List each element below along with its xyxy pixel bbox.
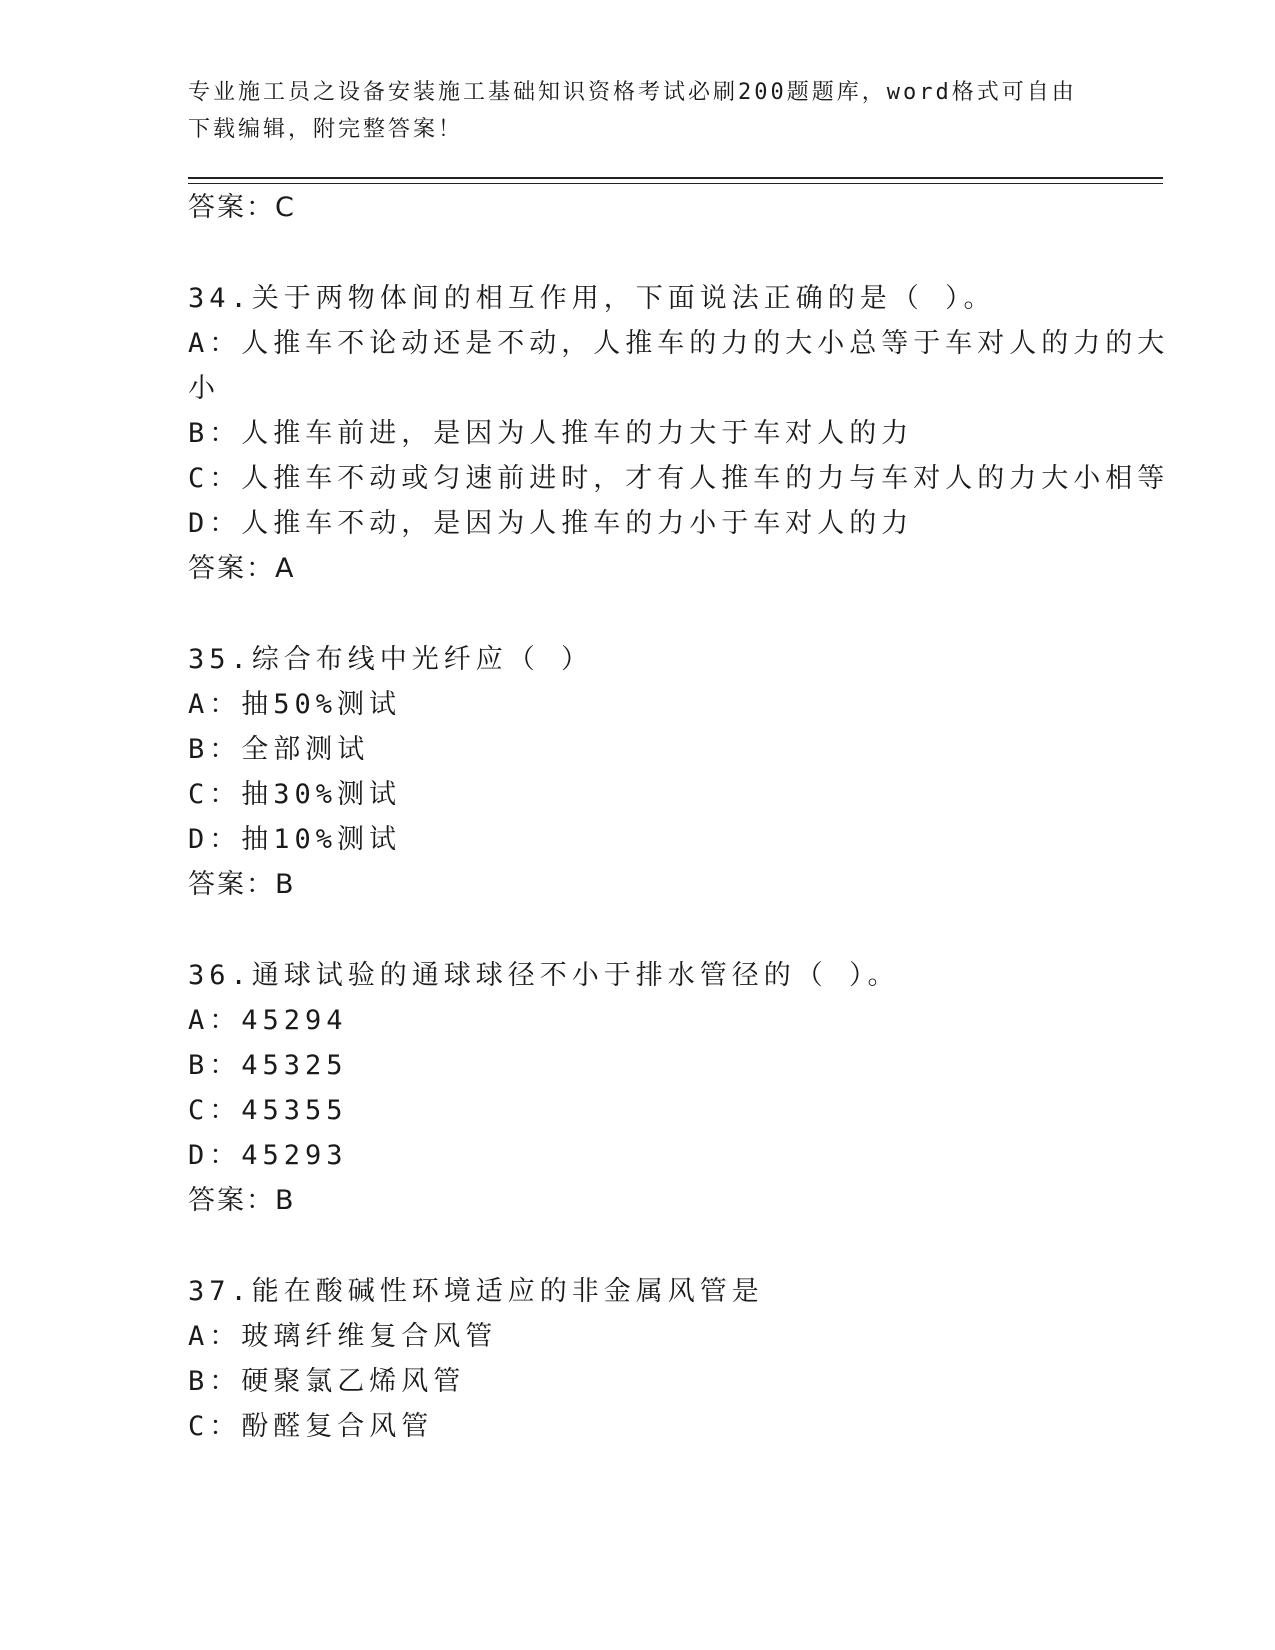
q34-stem: 34.关于两物体间的相互作用，下面说法正确的是（ ）。 [188,283,996,314]
q35-option-a: A：抽50%测试 [188,689,402,720]
header-line-2: 下载编辑，附完整答案！ [188,117,464,142]
q36-option-b: B：45325 [188,1050,348,1081]
q34-option-a: A：人推车不论动还是不动，人推车的力的大小总等于车对人的力的大 [188,328,1170,359]
q35-option-b: B：全部测试 [188,734,370,765]
q35-answer: 答案：B [188,869,296,900]
header-rule-thick [188,177,1163,179]
q35-stem: 35.综合布线中光纤应（ ） [188,644,594,675]
q37-option-b: B：硬聚氯乙烯风管 [188,1366,466,1397]
q36-option-c: C：45355 [188,1095,348,1126]
q37-stem: 37.能在酸碱性环境适应的非金属风管是 [188,1276,764,1307]
q35-option-c: C：抽30%测试 [188,779,402,810]
q36-stem: 36.通球试验的通球球径不小于排水管径的（ ）。 [188,960,900,991]
page-header [188,74,1088,148]
answer-prev: 答案：C [188,192,296,223]
q35-option-d: D：抽10%测试 [188,824,402,855]
q34-option-b: B：人推车前进，是因为人推车的力大于车对人的力 [188,418,914,449]
q37-option-a: A：玻璃纤维复合风管 [188,1321,498,1352]
header-rule-thin [188,183,1163,184]
q36-option-d: D：45293 [188,1140,348,1171]
q37-option-c: C：酚醛复合风管 [188,1411,434,1442]
q34-option-a-cont: 小 [188,373,220,404]
q34-option-c: C：人推车不动或匀速前进时，才有人推车的力与车对人的力大小相等 [188,463,1170,494]
q34-answer: 答案：A [188,553,296,584]
q34-option-d: D：人推车不动，是因为人推车的力小于车对人的力 [188,508,914,539]
header-line-1: 专业施工员之设备安装施工基础知识资格考试必刷200题题库，word格式可自由 [188,80,1077,105]
q36-option-a: A：45294 [188,1005,348,1036]
q36-answer: 答案：B [188,1185,296,1216]
